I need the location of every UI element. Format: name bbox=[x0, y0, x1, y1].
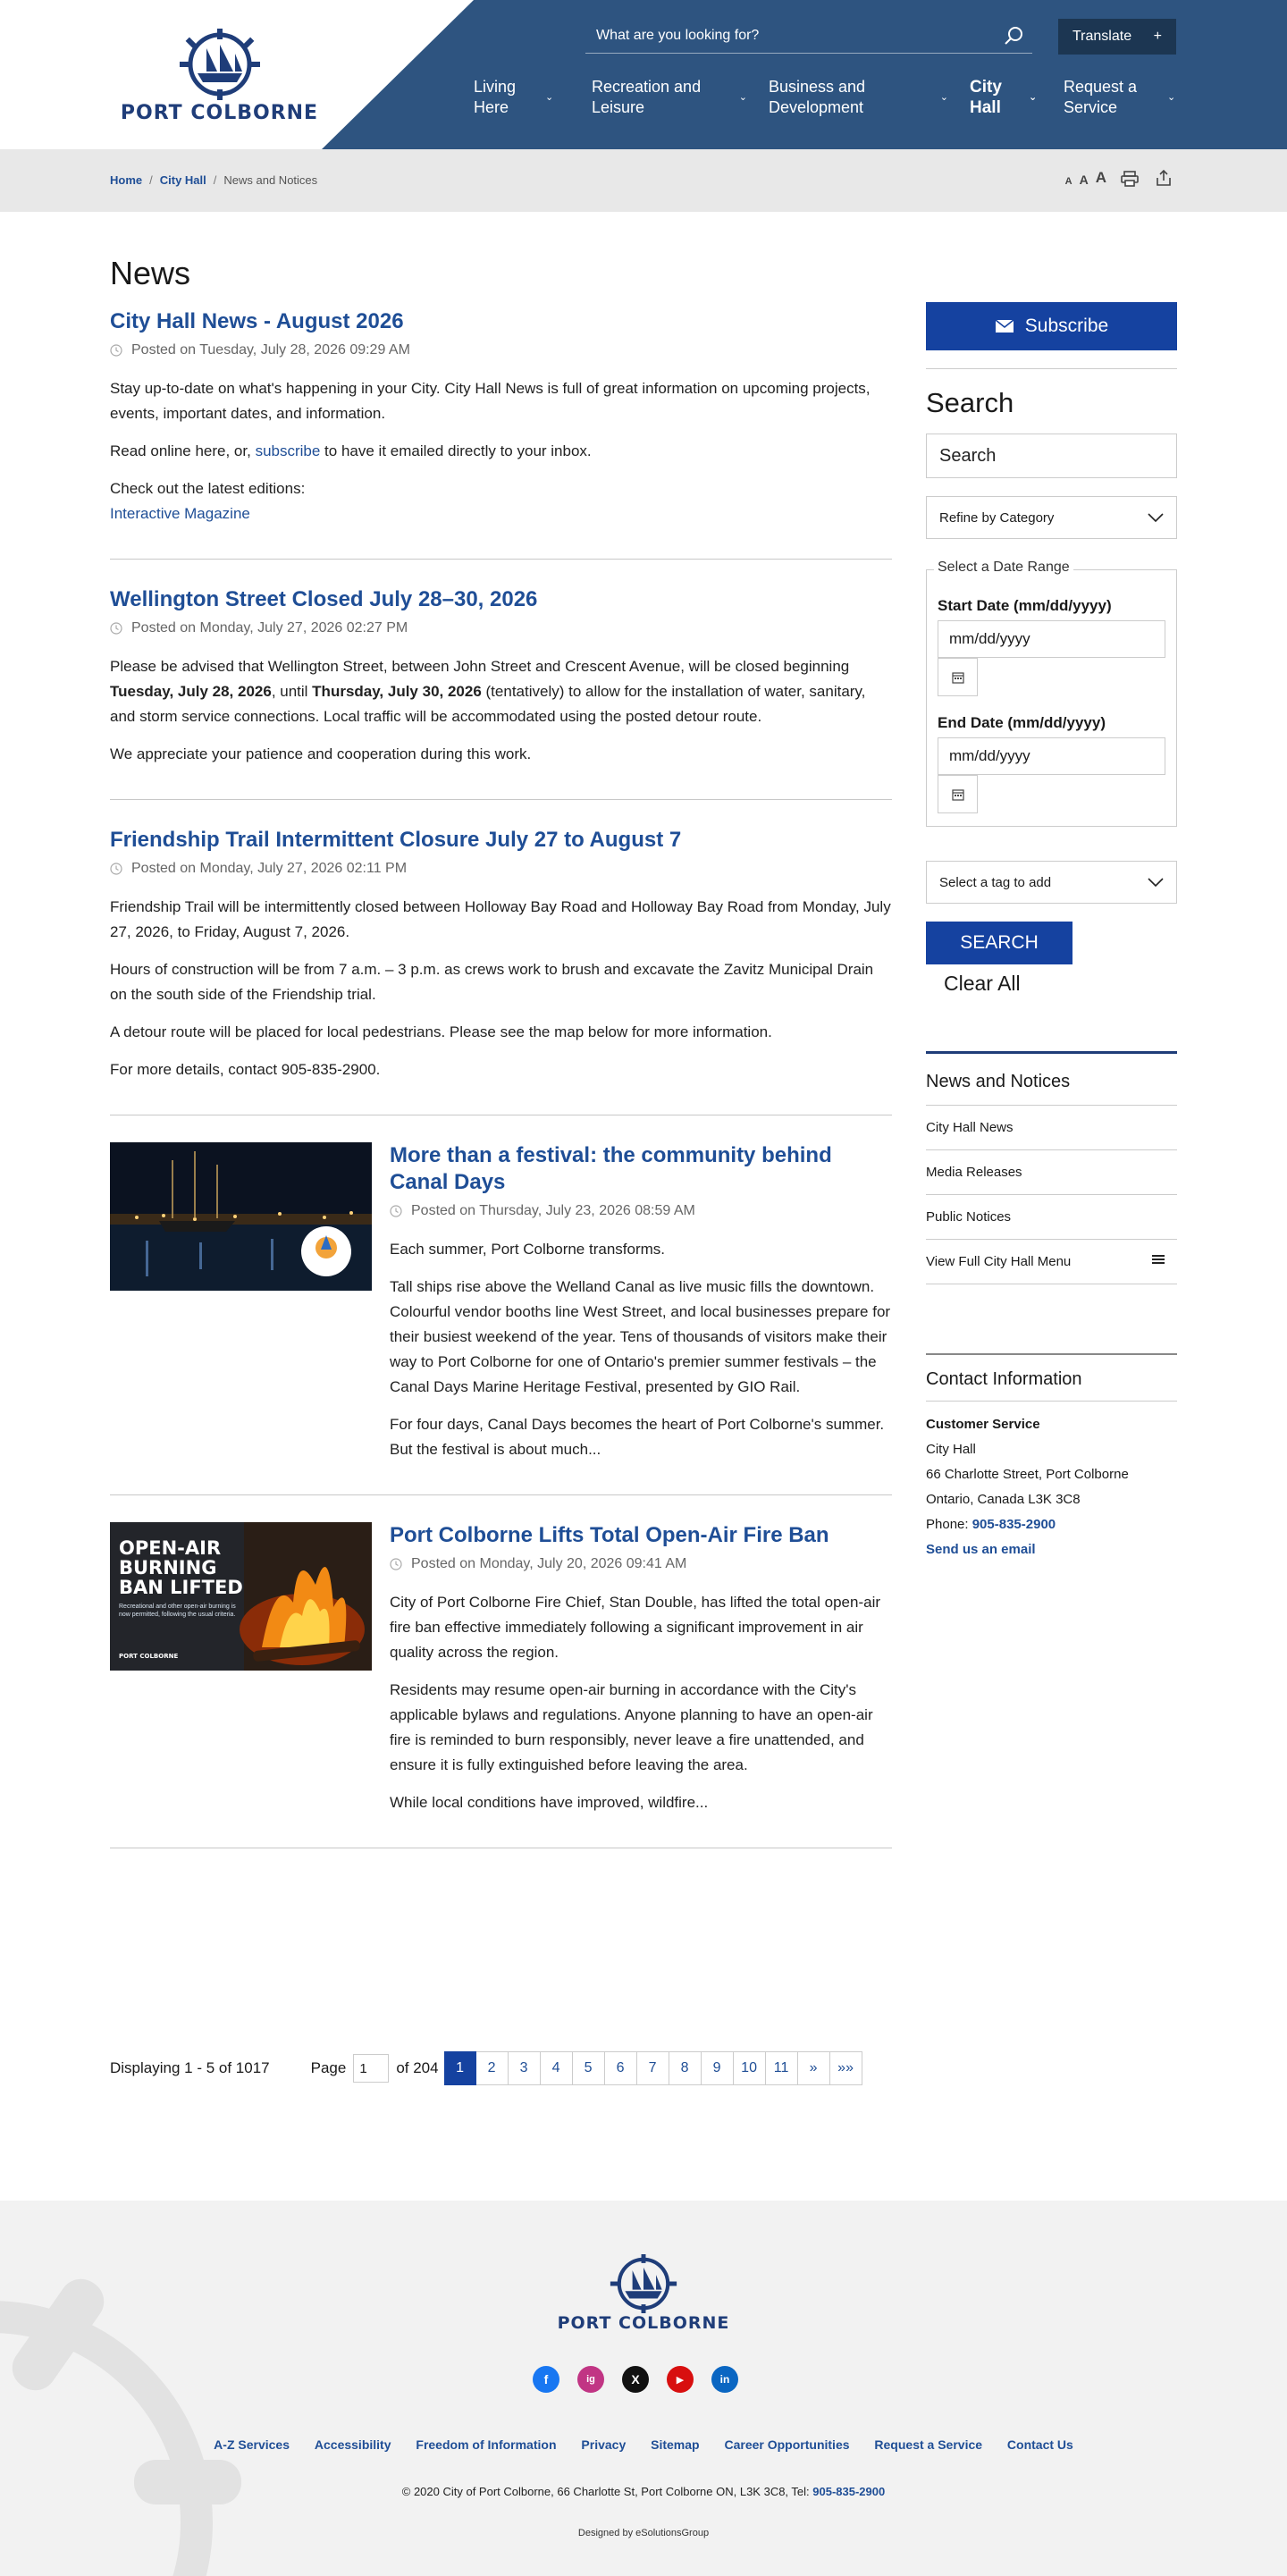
section-nav-heading: News and Notices bbox=[926, 1054, 1177, 1106]
posted-text: Posted on Thursday, July 23, 2026 08:59 AM bbox=[411, 1203, 695, 1218]
section-nav bbox=[926, 1051, 1177, 1284]
clock-icon bbox=[390, 1558, 402, 1570]
end-date-calendar-button[interactable] bbox=[938, 775, 978, 813]
chevron-down-icon bbox=[1148, 878, 1164, 887]
posted-text: Posted on Monday, July 27, 2026 02:11 PM bbox=[131, 861, 408, 876]
hamburger-menu-icon bbox=[1152, 1254, 1165, 1265]
ship-wheel-logo-icon bbox=[601, 2254, 686, 2313]
clock-icon bbox=[110, 344, 122, 357]
translate-label: Translate bbox=[1072, 29, 1132, 44]
posted-text: Posted on Monday, July 20, 2026 09:41 AM bbox=[411, 1556, 687, 1571]
chevron-down-icon: ⌄ bbox=[545, 91, 554, 103]
clock-icon bbox=[110, 622, 122, 635]
social-links bbox=[533, 2366, 738, 2393]
footer-link[interactable]: Contact Us bbox=[1006, 2437, 1073, 2452]
footer-link[interactable]: Request a Service bbox=[874, 2437, 983, 2452]
envelope-icon bbox=[995, 319, 1014, 333]
subscribe-link[interactable]: subscribe bbox=[255, 442, 321, 459]
footer-links bbox=[0, 2437, 1287, 2452]
article-paragraph: We appreciate your patience and cooperation during this work. bbox=[110, 745, 532, 762]
chevron-down-icon: ⌄ bbox=[738, 91, 747, 103]
article-paragraph: Each summer, Port Colborne transforms. bbox=[390, 1241, 666, 1258]
page-number-input[interactable]: 1 bbox=[353, 2054, 389, 2083]
tag-select[interactable] bbox=[926, 861, 1177, 904]
contact-email-link[interactable]: Send us an email bbox=[926, 1542, 1036, 1557]
category-select-label: Refine by Category bbox=[939, 509, 1055, 526]
category-select[interactable] bbox=[926, 496, 1177, 539]
footer-logo[interactable] bbox=[0, 2254, 1287, 2333]
search-heading: Search bbox=[926, 387, 1014, 418]
next-page-link[interactable]: » bbox=[798, 2051, 830, 2085]
instagram-icon[interactable]: ig bbox=[577, 2366, 604, 2393]
sidebar bbox=[926, 302, 1177, 1562]
designed-by[interactable]: Designed by eSolutionsGroup bbox=[577, 2528, 710, 2538]
text-size-small-icon[interactable]: A bbox=[1064, 176, 1072, 187]
article-thumbnail-fire-ban[interactable] bbox=[110, 1522, 372, 1671]
page-link[interactable]: 8 bbox=[669, 2051, 702, 2085]
subscribe-button[interactable] bbox=[926, 302, 1177, 350]
fire-ban-image-subtitle: Recreational and other open-air burning is now permitted, following the usual criteria. bbox=[119, 1604, 236, 1618]
subscribe-label: Subscribe bbox=[1024, 316, 1109, 336]
article-paragraph: City of Port Colborne Fire Chief, Stan Double, has lifted the total open-air fire ban effective immediately following a significant improvement in air quality across the region. bbox=[390, 1594, 881, 1661]
search-submit-button[interactable]: SEARCH bbox=[926, 922, 1072, 964]
page-link[interactable]: 3 bbox=[509, 2051, 541, 2085]
fire-ban-image-title: OPEN-AIR BURNING BAN LIFTED bbox=[119, 1537, 243, 1598]
article-paragraph: For more details, contact 905-835-2900. bbox=[110, 1061, 381, 1078]
posted-text: Posted on Monday, July 27, 2026 02:27 PM bbox=[131, 620, 408, 636]
news-list bbox=[110, 308, 892, 1875]
start-date-calendar-button[interactable] bbox=[938, 658, 978, 696]
contact-heading: Contact Information bbox=[926, 1355, 1177, 1402]
article-title[interactable]: More than a festival: the community behind Canal Days bbox=[390, 1143, 832, 1194]
page-link[interactable]: 4 bbox=[541, 2051, 573, 2085]
youtube-icon[interactable]: ▶ bbox=[667, 2366, 694, 2393]
start-date-input[interactable]: mm/dd/yyyy bbox=[938, 620, 1165, 658]
article-paragraph: A detour route will be placed for local pedestrians. Please see the map below for more information. bbox=[110, 1023, 772, 1040]
print-icon[interactable] bbox=[1121, 171, 1139, 187]
page-link[interactable]: 10 bbox=[734, 2051, 766, 2085]
date-range-legend: Select a Date Range bbox=[934, 560, 1073, 576]
news-article bbox=[110, 827, 892, 1115]
news-article bbox=[110, 308, 892, 560]
article-thumbnail-canal-days[interactable] bbox=[110, 1142, 372, 1291]
contact-title: Customer Service bbox=[926, 1417, 1040, 1432]
article-paragraph: While local conditions have improved, wildfire... bbox=[390, 1794, 709, 1811]
page-link[interactable]: 11 bbox=[766, 2051, 798, 2085]
section-nav-item[interactable]: Public Notices bbox=[926, 1195, 1177, 1240]
article-title[interactable]: City Hall News - August 2026 bbox=[110, 309, 404, 333]
contact-information bbox=[926, 1353, 1177, 1562]
article-title[interactable]: Wellington Street Closed July 28–30, 2026 bbox=[110, 587, 538, 611]
nav-label: Recreation and Leisure bbox=[592, 78, 702, 116]
footer-logo-text: PORT COLBORNE bbox=[557, 2313, 730, 2333]
footer-link[interactable]: Career Opportunities bbox=[724, 2437, 850, 2452]
page-link[interactable]: 7 bbox=[637, 2051, 669, 2085]
nav-label: City Hall bbox=[970, 78, 1002, 117]
footer-link[interactable]: Sitemap bbox=[651, 2437, 700, 2452]
start-date-label: Start Date (mm/dd/yyyy) bbox=[938, 597, 1112, 614]
page-link[interactable]: 5 bbox=[573, 2051, 605, 2085]
breadcrumb-home[interactable]: Home bbox=[110, 173, 143, 187]
section-nav-item[interactable]: City Hall News bbox=[926, 1106, 1177, 1150]
article-date bbox=[110, 342, 892, 358]
calendar-icon bbox=[952, 671, 964, 684]
article-paragraph: Check out the latest editions: Interactive Magazine bbox=[110, 480, 306, 522]
chevron-down-icon bbox=[1148, 513, 1164, 522]
nav-living-here[interactable] bbox=[474, 77, 583, 118]
results-count: Displaying 1 - 5 of 1017 bbox=[110, 2059, 270, 2076]
section-nav-item[interactable]: Media Releases bbox=[926, 1150, 1177, 1195]
page-total: of 204 bbox=[396, 2059, 439, 2076]
logo-text: PORT COLBORNE bbox=[120, 102, 319, 124]
site-logo[interactable] bbox=[110, 29, 329, 122]
plus-icon: + bbox=[1153, 29, 1162, 44]
breadcrumb-bar bbox=[0, 149, 1287, 212]
news-article bbox=[110, 1142, 892, 1495]
nav-request-service[interactable] bbox=[1055, 77, 1189, 118]
page-title: News bbox=[110, 255, 191, 291]
fire-ban-image-logo: PORT COLBORNE bbox=[119, 1653, 179, 1660]
site-header bbox=[0, 0, 1287, 149]
article-date bbox=[390, 1556, 892, 1572]
divider bbox=[926, 368, 1177, 369]
nav-city-hall[interactable] bbox=[961, 77, 1055, 118]
article-paragraph: Friendship Trail will be intermittently closed between Holloway Bay Road and Holloway Bay Road from Monday, July 27, 2026, to Friday, August 7, 2026. bbox=[110, 898, 891, 940]
chevron-down-icon: ⌄ bbox=[1167, 91, 1176, 103]
nav-recreation[interactable] bbox=[583, 77, 760, 118]
contact-body: Customer Service City Hall 66 Charlotte Street, Port Colborne Ontario, Canada L3K 3C8 Phone: 905-835-2900 Send us an email bbox=[926, 1417, 1129, 1557]
end-date-label: End Date (mm/dd/yyyy) bbox=[938, 714, 1106, 731]
breadcrumb-current: News and Notices bbox=[223, 173, 318, 187]
share-icon[interactable] bbox=[1155, 169, 1173, 187]
footer-link[interactable]: Privacy bbox=[581, 2437, 627, 2452]
footer-link[interactable]: Accessibility bbox=[314, 2437, 391, 2452]
article-paragraph: Stay up-to-date on what's happening in your City. City Hall News is full of great information on upcoming projects, events, important dates, and information. bbox=[110, 380, 871, 422]
article-paragraph: Please be advised that Wellington Street, between John Street and Crescent Avenue, will be closed beginning Tuesday, July 28, 2026, until Thursday, July 30, 2026 (tentatively) to allow for the installation of water, sanitary, and storm service connections. Local traffic will be accommodated using the posted detour route. bbox=[110, 658, 866, 725]
chevron-down-icon: ⌄ bbox=[1029, 91, 1038, 103]
article-date bbox=[110, 620, 892, 636]
page-tools bbox=[1065, 169, 1173, 187]
news-article bbox=[110, 586, 892, 800]
chevron-down-icon: ⌄ bbox=[939, 91, 948, 103]
breadcrumb: Home / City Hall / News and Notices bbox=[110, 173, 318, 187]
article-paragraph: Read online here, or, subscribe to have it emailed directly to your inbox. bbox=[110, 442, 592, 459]
page-links bbox=[444, 2051, 862, 2085]
nav-label: Living Here bbox=[474, 78, 517, 116]
footer-link[interactable]: Freedom of Information bbox=[416, 2437, 557, 2452]
article-title[interactable]: Port Colborne Lifts Total Open-Air Fire Ban bbox=[390, 1523, 829, 1547]
facebook-icon[interactable]: f bbox=[533, 2366, 559, 2393]
page-link[interactable]: 9 bbox=[702, 2051, 734, 2085]
article-paragraph: Residents may resume open-air burning in accordance with the City's applicable bylaws and regulations. Anyone planning to have an open-air fire is reminded to burn responsibly, never leave a fire unattended, and ensure it is fully extinguished before leaving the area. bbox=[390, 1681, 873, 1773]
page-link[interactable]: 1 bbox=[444, 2051, 476, 2085]
posted-text: Posted on Tuesday, July 28, 2026 09:29 AM bbox=[131, 342, 410, 358]
site-search-input[interactable] bbox=[585, 20, 1032, 52]
news-article bbox=[110, 1522, 892, 1848]
text-size-medium-icon[interactable]: A bbox=[1079, 173, 1089, 187]
text-size-large-icon[interactable]: A bbox=[1095, 169, 1106, 186]
article-paragraph: Tall ships rise above the Welland Canal as live music fills the downtown. Colourful vendor booths line West Street, and local businesses prepare for their busiest weekend of the year. Tens of thousands of visitors make their way to Port Colborne for one of Ontario's premier summer festivals – the Canal Days Marine Heritage Festival, presented by GIO Rail. bbox=[390, 1278, 891, 1395]
interactive-magazine-link[interactable]: Interactive Magazine bbox=[110, 505, 250, 522]
ship-wheel-logo-icon bbox=[171, 29, 269, 100]
site-footer bbox=[0, 2201, 1287, 2576]
page-link[interactable]: 6 bbox=[605, 2051, 637, 2085]
article-title[interactable]: Friendship Trail Intermittent Closure July 27 to August 7 bbox=[110, 828, 682, 852]
page-label: Page bbox=[310, 2059, 347, 2076]
main-content bbox=[0, 212, 1287, 2201]
translate-button[interactable] bbox=[1058, 19, 1176, 55]
x-twitter-icon[interactable]: X bbox=[622, 2366, 649, 2393]
linkedin-icon[interactable]: in bbox=[711, 2366, 738, 2393]
copyright: © 2020 City of Port Colborne, 66 Charlotte St, Port Colborne ON, L3K 3C8, Tel: 905-835-2900 bbox=[401, 2485, 886, 2498]
calendar-icon bbox=[952, 788, 964, 801]
article-date bbox=[390, 1203, 892, 1219]
article-paragraph: Hours of construction will be from 7 a.m. – 3 p.m. as crews work to brush and excavate the Zavitz Municipal Drain on the south side of the Friendship trial. bbox=[110, 961, 874, 1003]
site-search bbox=[585, 20, 1032, 54]
last-page-link[interactable]: »» bbox=[830, 2051, 862, 2085]
full-menu-item[interactable]: View Full City Hall Menu bbox=[926, 1240, 1177, 1284]
page-link[interactable]: 2 bbox=[476, 2051, 509, 2085]
nav-label: Request a Service bbox=[1064, 78, 1138, 116]
search-icon[interactable] bbox=[1004, 25, 1025, 46]
date-range-fieldset bbox=[926, 560, 1177, 827]
clock-icon bbox=[390, 1205, 402, 1217]
main-nav bbox=[474, 77, 1189, 118]
pagination bbox=[110, 2051, 892, 2085]
footer-phone-link[interactable]: 905-835-2900 bbox=[812, 2485, 886, 2498]
footer-link[interactable]: A-Z Services bbox=[214, 2437, 290, 2452]
article-date bbox=[110, 861, 892, 877]
tag-select-label: Select a tag to add bbox=[939, 874, 1052, 890]
breadcrumb-city-hall[interactable]: City Hall bbox=[159, 173, 206, 187]
clock-icon bbox=[110, 863, 122, 875]
end-date-input[interactable]: mm/dd/yyyy bbox=[938, 737, 1165, 775]
canal-night-image bbox=[110, 1142, 372, 1291]
nav-business[interactable] bbox=[760, 77, 961, 118]
article-paragraph: For four days, Canal Days becomes the heart of Port Colborne's summer. But the festival is about much... bbox=[390, 1416, 885, 1458]
news-search-input[interactable]: Search bbox=[926, 434, 1177, 478]
clear-all-button[interactable]: Clear All bbox=[944, 972, 1021, 995]
contact-phone-link[interactable]: 905-835-2900 bbox=[972, 1517, 1056, 1532]
nav-label: Business and Development bbox=[769, 78, 866, 116]
